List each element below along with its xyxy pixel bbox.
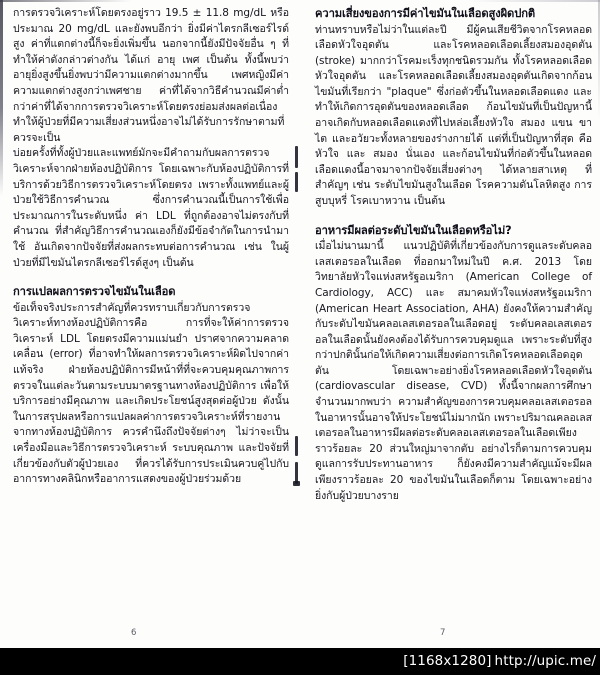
page-number-left: 6: [131, 628, 137, 638]
watermark-bar: [0, 648, 600, 675]
page-section: [13, 284, 289, 488]
section-heading: อาหารมีผลต่อระดับไขมันในเลือดหรือไม่?: [315, 223, 512, 237]
paragraph: ท่านทราบหรือไม่ว่าในแต่ละปี มีผู้คนเสียชีวิตจากโรคหลอดเลือดหัวใจอุดตัน และโรคหลอดเลือดเลี้ยงสมองอุดตัน (stroke) มากกว่าโรคมะเร็งทุกชนิดรวมกัน ทั้งโรคหลอดเลือดหัวใจอุดตัน และโรคหลอดเลือดเลี้ยงสมองอุดตันเกิดจากก้อนไขมันที่เรียกว่า "plaque" ซึ่งก่อตัวขึ้นในหลอดเลือดแดง และทำให้เกิดการอุดตันของหลอดเลือด ก้อนไขมันที่เป็นปัญหานี้อาจเกิดกับหลอดเลือดแดงที่ไปหล่อเลี้ยงหัวใจ สมอง แขน ขา ไต และอวัยวะทั้งหลายของร่างกายได้ แต่ที่เป็นปัญหาที่สุด คือ หัวใจ และ สมอง นั่นเอง และก้อนไขมันที่ก่อตัวขึ้นในหลอดเลือดแดงนี้อาจมาจากปัจจัยเสี่ยงต่างๆ ได้หลายสาเหตุ ที่สำคัญๆ เช่น ระดับไขมันสูงในเลือด โรคความดันโลหิตสูง การสูบบุหรี่ โรคเบาหวาน เป็นต้น: [315, 23, 592, 208]
paragraph: ข้อเท็จจริงประการสำคัญที่ควรทราบเกี่ยวกับการตรวจวิเคราะห์ทางห้องปฏิบัติการคือ การที่จะให้ค่าการตรวจวิเคราะห์ LDL โดยตรงมีความแม่นยำ ปราศจากความคลาดเคลื่อน (error) ที่อาจทำให้ผลการตรวจวิเคราะห์ผิดไปจากค่าแท้จริง ฝ่ายห้องปฏิบัติการมีหน้าที่ที่จะควบคุมคุณภาพการตรวจในแต่ละวันตามระบบมาตรฐานทางห้องปฏิบัติการ เพื่อให้บริการอย่างมีคุณภาพ และเกิดประโยชน์สูงสุดต่อผู้ป่วย ดังนั้น ในการสรุปผลหรือการแปลผลค่าการตรวจวิเคราะห์ที่รายงานจากทางห้องปฏิบัติการ ควรคำนึงถึงปัจจัยต่างๆ ไม่ว่าจะเป็นเครื่องมือและวิธีการตรวจวิเคราะห์ ระบบคุณภาพ และปัจจัยที่เกี่ยวข้องกับตัวผู้ป่วยเอง ที่ควรได้รับการประเมินควบคู่ไปกับอาการทางคลินิกหรืออาการแสดงของผู้ป่วยร่วมด้วย: [13, 301, 289, 486]
page-section: [315, 6, 592, 210]
section-heading: การแปลผลการตรวจไขมันในเลือด: [13, 285, 176, 299]
section-heading: ความเสี่ยงของการมีค่าไขมันในเลือดสูงผิดปกติ: [315, 7, 536, 20]
book-page-right: [300, 0, 600, 648]
page-section: [315, 223, 592, 505]
paragraph: การตรวจวิเคราะห์โดยตรงอยู่ราว 19.5 ± 11.8 mg/dL หรือประมาณ 20 mg/dL และยังพบอีกว่า ยิ่งมีค่าไตรกลีเซอร์ไรด์สูง ค่าที่แตกต่างนี้ก็จะยิ่งเพิ่มขึ้น นอกจากนี้ยังมีปัจจัยอื่น ๆ ที่ ทำให้ค่าดังกล่าวต่างกัน ได้แก่ อายุ เพศ เป็นต้น ทั้งนี้พบว่าอายุยิ่งสูงขึ้นยิ่งพบว่ามีความแตกต่างมากขึ้น เพศหญิงมีค่าความแตกต่างสูงกว่าเพศชาย ค่าที่ได้จากวิธีคำนวณมีค่าต่ำกว่าค่าที่ได้จากการตรวจวิเคราะห์โดยตรงย่อมส่งผลต่อเนื่องทำให้ผู้ป่วยที่มีความเสี่ยงส่วนหนึ่งอาจไม่ได้รับการรักษาตามที่ควรจะเป็น: [13, 7, 289, 144]
page-section: [13, 6, 289, 271]
watermark-url[interactable]: http://upic.me/: [494, 653, 596, 669]
paragraph: เมื่อไม่นานมานี้ แนวปฏิบัติที่เกี่ยวข้องกับการดูแลระดับคลอเลสเตอรอลในเลือด ที่ออกมาใหม่ในปี ค.ศ. 2013 โดยวิทยาลัยหัวใจแห่งสหรัฐอเมริกา (American College of Cardiology, ACC) และ สมาคมหัวใจแห่งสหรัฐอเมริกา (American Heart Association, AHA) ยังคงให้ความสำคัญกับระดับไขมันคลอเลสเตอรอลในเลือดอยู่ ระดับคลอเลสเตอรอลในเลือดนั้นยังคงต้องได้รับการควบคุมดูแล เพราะระดับที่สูงกว่าปกตินั้นก่อให้เกิดความเสี่ยงต่อการเกิดโรคหลอดเลือดอุดตัน โดยเฉพาะอย่างยิ่งโรคหลอดเลือดหัวใจอุดตัน (cardiovascular disease, CVD) ทั้งนี้จากผลการศึกษาจำนวนมากพบว่า ความสำคัญของการควบคุมคลอเลสเตอรอลในอาหารนั้นอาจให้ประโยชน์ไม่มากนัก เพราะปริมาณคลอเลสเตอรอลในอาหารมีผลต่อระดับคลอเลสเตอรอลในเลือดเพียงราวร้อยละ 20 ส่วนใหญ่มาจากตับ อย่างไรก็ตามการควบคุมดูแลการรับประทานอาหาร ก็ยังคงมีความสำคัญแม้จะมีผลเพียงราวร้อยละ 20 ของไขมันในเลือดก็ตาม โดยเฉพาะอย่างยิ่งกับผู้ป่วยบางราย: [315, 240, 592, 502]
page-number-right: 7: [440, 628, 446, 638]
watermark-dimensions: [1168x1280]: [403, 653, 492, 669]
book-page-left: [0, 0, 300, 648]
paragraph: บ่อยครั้งที่ทั้งผู้ป่วยและแพทย์มักจะมีคำถามกับผลการตรวจวิเคราะห์จากฝ่ายห้องปฏิบัติการ โดยเฉพาะกับห้องปฏิบัติการที่บริการด้วยวิธีการตรวจวิเคราะห์โดยตรง เพราะทั้งแพทย์และผู้ป่วยใช้วิธีการคำนวณ ซึ่งการคำนวณนี้เป็นการใช้เพื่อประมาณการในระดับหนึ่ง ค่า LDL ที่ถูกต้องอาจไม่ตรงกับที่คำนวณ ที่สำคัญวิธีการคำนวณเองก็ยังมีข้อจำกัดในการนำมาใช้ อันเกิดจากปัจจัยที่ส่งผลกระทบต่อการคำนวณ เช่น ในผู้ป่วยที่มีไขมันไตรกลีเซอร์ไรด์สูงๆ เป็นต้น: [13, 147, 289, 269]
